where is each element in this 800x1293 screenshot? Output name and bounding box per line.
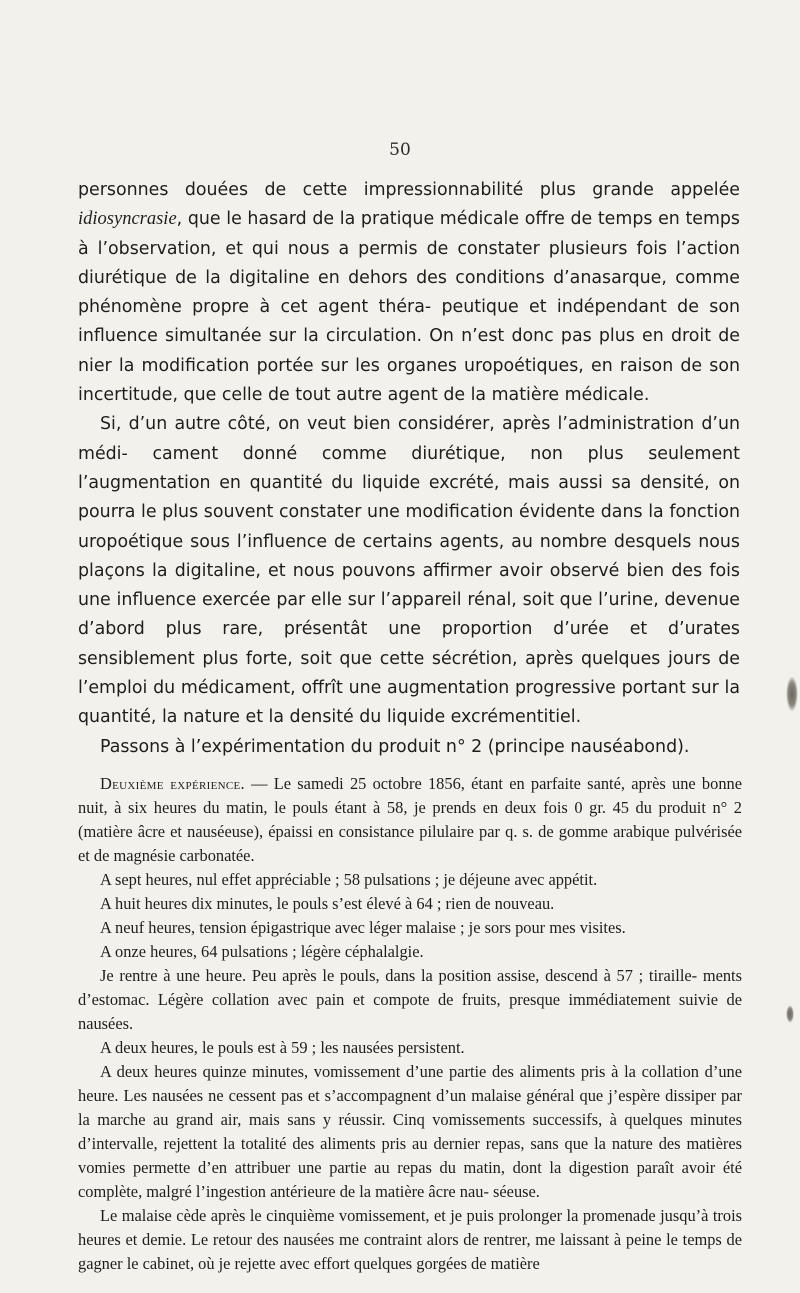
page-number: 50 [389,140,411,160]
binding-shadow-mark [786,676,798,712]
log-entry: A sept heures, nul effet appréciable ; 58 pulsations ; je déjeune avec appétit. [100,870,598,889]
paragraph-1-start: personnes douées de cette impressionnabilité plus grande appelée [78,180,740,200]
log-entry: A deux heures quinze minutes, vomissement d’une partie des aliments pris à la collation d’une heure. Les nausées ne cessent pas et s’accompagnent d’un malaise général que j’espère dissiper par la marche au grand air, mais sans y réussir. Cinq vomissements successifs, à quelques minutes d’intervalle, rejettent la totalité des aliments pris au dernier repas, sans que la nature des matières vomies permette d’en attribuer une partie au repas du matin, dont la digestion paraît avoir été complète, malgré l’ingestion antérieure de la matière âcre nau- séeuse. [78,1062,742,1201]
log-entry: A deux heures, le pouls est à 59 ; les nausées persistent. [100,1038,465,1057]
log-entry: A onze heures, 64 pulsations ; légère céphalalgie. [100,942,424,961]
log-entry: Le malaise cède après le cinquième vomissement, et je puis prolonger la promenade jusqu’à trois heures et demie. Le retour des nausées me contraint alors de rentrer, me laissant à peine le temps de gagner le cabinet, où je rejette avec effort quelques gorgées de matière [78,1206,742,1273]
experiment-intro-text: — Le samedi 25 octobre 1856, étant en parfaite santé, après une bonne nuit, à six heures du matin, le pouls étant à 58, je prends en deux fois 0 gr. 45 du produit n° 2 (matière âcre et nauséeuse), épaissi en consistance pilulaire par q. s. de gomme arabique pulvérisée et de magnésie carbonatée. [78,774,742,865]
log-entry: A huit heures dix minutes, le pouls s’est élevé à 64 ; rien de nouveau. [100,894,555,913]
paragraph-3: Passons à l’expérimentation du produit n° 2 (principe nauséabond). [100,736,690,757]
log-entry: A neuf heures, tension épigastrique avec léger malaise ; je sors pour mes visites. [100,918,626,937]
binding-shadow-mark [786,1005,794,1023]
paragraph-2: Si, d’un autre côté, on veut bien considérer, après l’administration d’un médi- cament donné comme diurétique, non plus seulement l’augmentation en quantité du liquide excrété, mais aussi sa densité, on pourra le plus souvent constater une modification évidente dans la fonction uropoétique sous l’influence de certains agents, au nombre desquels nous plaçons la digitaline, et nous pouvons affirmer avoir observé bien des fois une influence exercée par elle sur l’appareil rénal, soit que l’urine, devenue d’abord plus rare, présentât une proportion d’urée et d’urates sensiblement plus forte, soit que cette sécrétion, après quelques jours de l’emploi du médicament, offrît une augmentation progressive portant sur la quantité, la nature et la densité du liquide excrémentitiel. [78,414,740,728]
idiosyncrasie-term: idiosyncrasie [78,209,177,230]
experiment-heading: Deuxième expérience. [100,774,245,793]
paragraph-1-end: , que le hasard de la pratique médicale offre de temps en temps à l’observation, et qui nous a permis de constater plusieurs fois l’action diurétique de la digitaline en dehors des conditions d’anasarque, comme phénomène propre à cet agent théra- peutique et indépendant de son influence simultanée sur la circulation. On n’est donc pas plus en droit de nier la modification portée sur les organes uropoétiques, en raison de son incertitude, que celle de tout autre agent de la matière médicale. [78,209,740,406]
experiment-intro [78,772,742,868]
log-entry: Je rentre à une heure. Peu après le pouls, dans la position assise, descend à 57 ; tiraille- ments d’estomac. Légère collation avec pain et compote de fruits, presque immédiatement suivie de nausées. [78,966,742,1033]
paragraph-1 [78,176,740,410]
experiment-log [78,772,742,1276]
main-text [78,176,740,762]
